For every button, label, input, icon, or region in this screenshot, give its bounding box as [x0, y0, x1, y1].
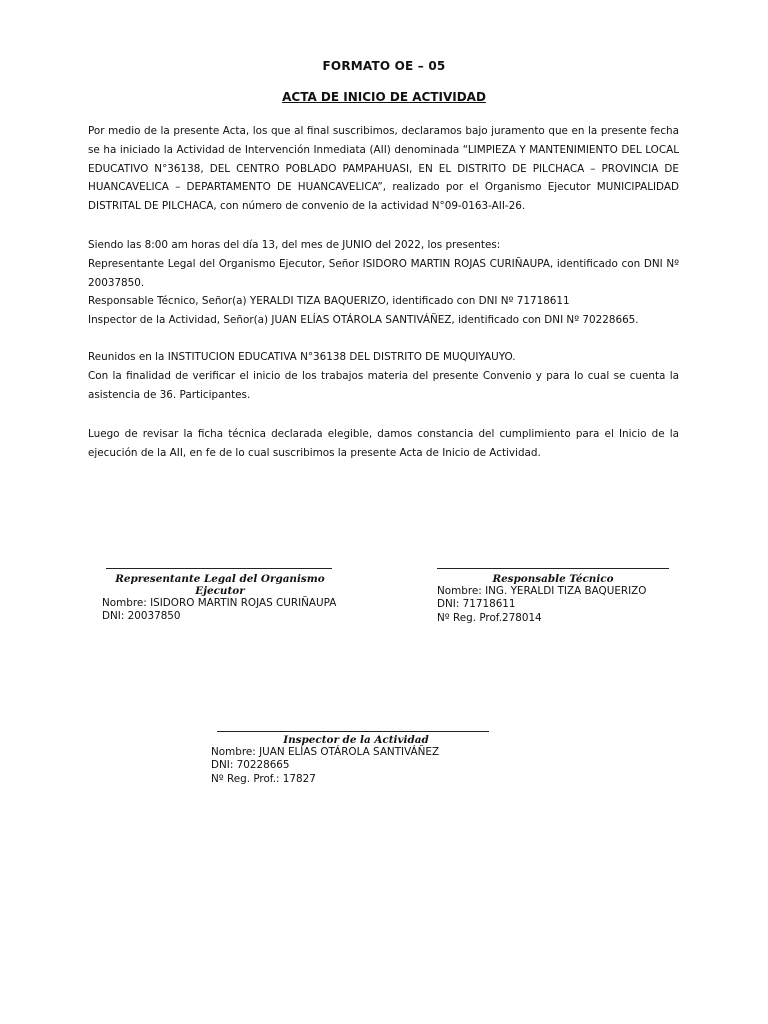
signature-dni: DNI: 20037850: [102, 610, 181, 623]
attendee-legal-rep: Representante Legal del Organismo Ejecutor, Señor ISIDORO MARTIN ROJAS CURIÑAUPA, identificado con DNI Nº 20037850.: [88, 257, 679, 289]
signature-legal-representative: [102, 568, 342, 624]
attendees-paragraph: [88, 236, 679, 330]
signature-name: Nombre: ING. YERALDI TIZA BAQUERIZO: [437, 585, 647, 597]
signature-dni: DNI: 70228665: [211, 759, 290, 772]
signature-role: Representante Legal del Organismo Ejecutor: [115, 573, 325, 597]
attendee-technical: Responsable Técnico, Señor(a) YERALDI TIZA BAQUERIZO, identificado con DNI Nº 71718611: [88, 295, 570, 308]
meeting-location: Reunidos en la INSTITUCION EDUCATIVA N°36138 DEL DISTRITO DE MUQUIYAUYO.: [88, 351, 516, 363]
signature-role: Inspector de la Actividad: [283, 734, 429, 746]
signature-line: [217, 731, 489, 732]
signature-technical-manager: [437, 568, 677, 625]
signature-name: Nombre: ISIDORO MARTIN ROJAS CURIÑAUPA: [102, 597, 337, 609]
signature-name: Nombre: JUAN ELÍAS OTÁROLA SANTIVÁÑEZ: [211, 746, 440, 758]
intro-paragraph-text: Por medio de la presente Acta, los que al final suscribimos, declaramos bajo juramento que en la presente fecha se ha iniciado la Actividad de Intervención Inmediata (AII) denominada “LIMPIEZA Y MANTENIMIENTO DEL LOCAL EDUCATIVO N°36138, DEL CENTRO POBLADO PAMPAHUASI, EN EL DISTRITO DE PILCHACA – PROVINCIA DE HUANCAVELICA – DEPARTAMENTO DE HUANCAVELICA”, realizado por el Organismo Ejecutor MUNICIPALIDAD DISTRITAL DE PILCHACA, con número de convenio de la actividad N°09-0163-AII-26.: [88, 125, 679, 213]
document-title: ACTA DE INICIO DE ACTIVIDAD: [282, 90, 486, 104]
signature-dni: DNI: 71718611: [437, 598, 516, 611]
meeting-paragraph: [88, 348, 679, 404]
closing-paragraph: [88, 425, 679, 463]
closing-paragraph-text: Luego de revisar la ficha técnica declarada elegible, damos constancia del cumplimiento para el Inicio de la ejecución de la AII, en fe de lo cual suscribimos la presente Acta de Inicio de Actividad.: [88, 428, 679, 459]
intro-paragraph: [88, 122, 679, 216]
signature-registration: Nº Reg. Prof.278014: [437, 611, 542, 624]
meeting-purpose: Con la finalidad de verificar el inicio de los trabajos materia del presente Convenio y para lo cual se cuenta la asistencia de 36. Participantes.: [88, 369, 679, 401]
signature-inspector: [211, 731, 501, 786]
signature-role: Responsable Técnico: [492, 573, 614, 585]
attendees-intro: Siendo las 8:00 am horas del día 13, del mes de JUNIO del 2022, los presentes:: [88, 239, 501, 251]
format-title: FORMATO OE – 05: [322, 59, 446, 73]
signature-line: [437, 568, 669, 569]
signature-registration: Nº Reg. Prof.: 17827: [211, 772, 316, 785]
signature-line: [106, 568, 332, 569]
attendee-inspector: Inspector de la Actividad, Señor(a) JUAN ELÍAS OTÁROLA SANTIVÁÑEZ, identificado con DNI Nº 70228665.: [88, 314, 639, 327]
